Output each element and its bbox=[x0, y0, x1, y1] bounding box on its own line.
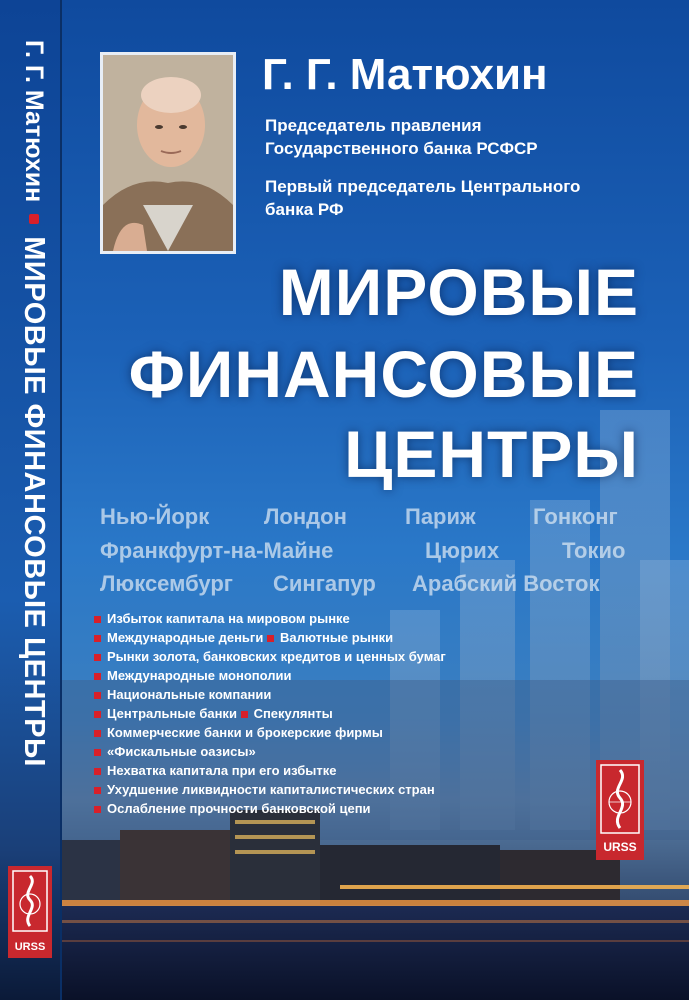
book-title-line-2: ФИНАНСОВЫЕ bbox=[128, 337, 639, 411]
spine-title: МИРОВЫЕ ФИНАНСОВЫЕ ЦЕНТРЫ bbox=[18, 236, 51, 767]
bullet-icon bbox=[94, 730, 101, 737]
bullet-icon bbox=[94, 787, 101, 794]
topic-item: Избыток капитала на мировом рынке bbox=[94, 609, 514, 628]
author-position-2: Первый председатель Центрального банка РФ bbox=[265, 177, 581, 219]
city-name: Париж bbox=[405, 504, 476, 529]
city-name: Цюрих bbox=[425, 538, 500, 563]
topic-item: Ослабление прочности банковской цепи bbox=[94, 799, 514, 818]
city-name: Люксембург bbox=[100, 571, 233, 596]
bullet-icon bbox=[94, 635, 101, 642]
topics-list bbox=[94, 609, 514, 818]
city-name: Лондон bbox=[264, 504, 347, 529]
spine-text bbox=[14, 40, 54, 940]
topic-item: Коммерческие банки и брокерские фирмы bbox=[94, 723, 514, 742]
topic-item: Международные деньги Валютные рынки bbox=[94, 628, 514, 647]
topic-item: Национальные компании bbox=[94, 685, 514, 704]
topic-item: Ухудшение ликвидности капиталистических стран bbox=[94, 780, 514, 799]
author-position-1: Председатель правления Государственного банка РСФСР bbox=[265, 116, 538, 158]
bullet-icon bbox=[94, 768, 101, 775]
spine-logo-text: URSS bbox=[14, 941, 46, 953]
book-spine bbox=[0, 0, 62, 1000]
bullet-icon bbox=[267, 635, 274, 642]
city-name: Франкфурт-на-Майне bbox=[100, 538, 334, 563]
city-name: Сингапур bbox=[273, 571, 376, 596]
topic-item: Рынки золота, банковских кредитов и ценных бумаг bbox=[94, 647, 514, 666]
city-name: Гонконг bbox=[533, 504, 618, 529]
topic-item: Международные монополии bbox=[94, 666, 514, 685]
spine-separator bbox=[29, 214, 39, 224]
city-name: Арабский Восток bbox=[412, 571, 600, 596]
bullet-icon bbox=[241, 711, 248, 718]
bullet-icon bbox=[94, 616, 101, 623]
book-title-line-1: МИРОВЫЕ bbox=[278, 255, 639, 329]
city-name: Нью-Йорк bbox=[100, 504, 210, 529]
topic-item: «Фискальные оазисы» bbox=[94, 742, 514, 761]
topic-item: Нехватка капитала при его избытке bbox=[94, 761, 514, 780]
bullet-icon bbox=[94, 673, 101, 680]
urss-logo-icon bbox=[596, 760, 644, 860]
topic-item: Центральные банки Спекулянты bbox=[94, 704, 514, 723]
author-portrait bbox=[100, 52, 236, 254]
spine-author: Г. Г. Матюхин bbox=[20, 40, 49, 203]
bullet-icon bbox=[94, 806, 101, 813]
bullet-icon bbox=[94, 711, 101, 718]
bullet-icon bbox=[94, 654, 101, 661]
bullet-icon bbox=[94, 692, 101, 699]
author-name: Г. Г. Матюхин bbox=[262, 50, 548, 99]
urss-logo-text: URSS bbox=[603, 840, 637, 854]
urss-logo-icon bbox=[8, 866, 52, 958]
city-name: Токио bbox=[562, 538, 626, 563]
book-title-line-3: ЦЕНТРЫ bbox=[344, 417, 639, 491]
bullet-icon bbox=[94, 749, 101, 756]
